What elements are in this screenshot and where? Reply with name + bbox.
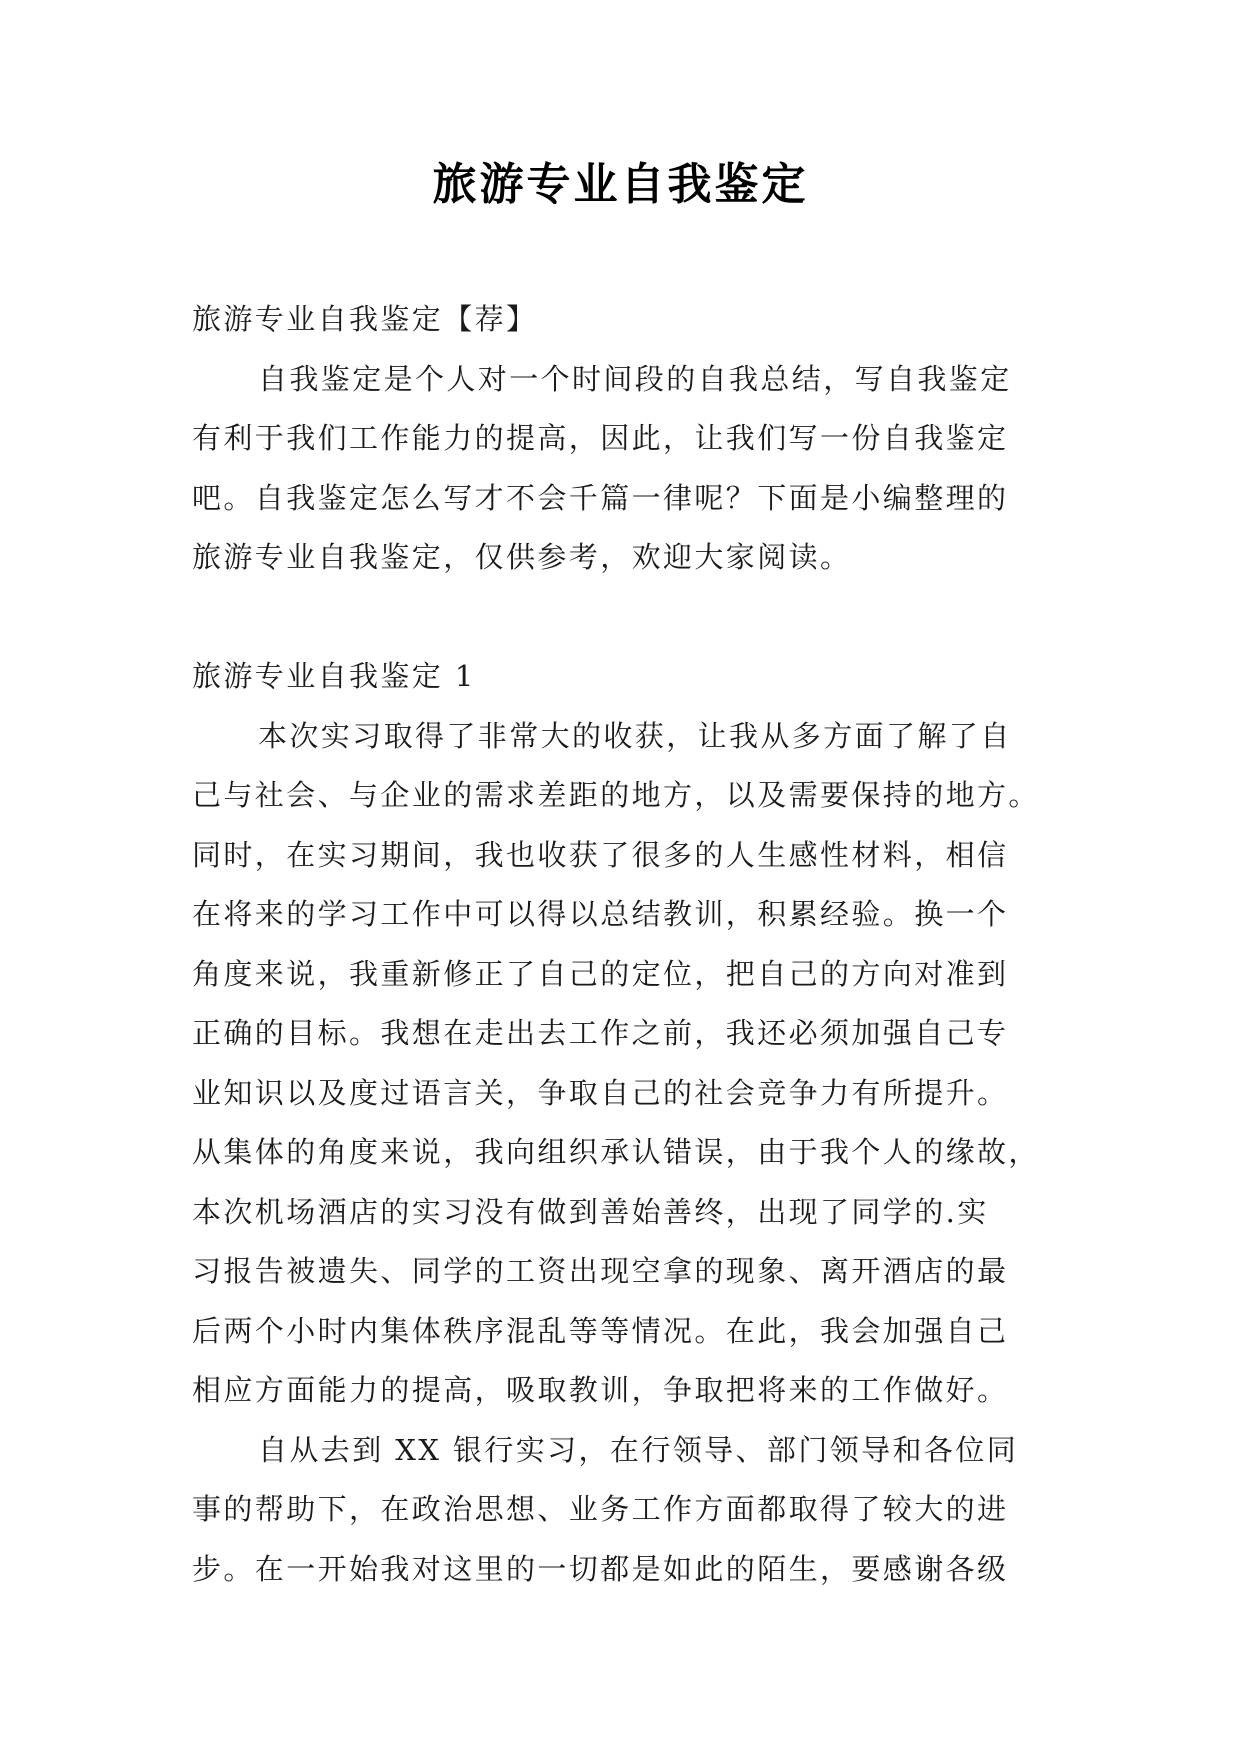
intro-line: 有利于我们工作能力的提高，因此，让我们写一份自我鉴定 [192,421,1009,455]
page-title: 旅游专业自我鉴定 [432,159,809,210]
document-subtitle: 旅游专业自我鉴定【荐】 [192,302,538,336]
paragraph-line: 步。在一开始我对这里的一切都是如此的陌生，要感谢各级 [192,1551,1009,1586]
paragraph-line: 己与社会、与企业的需求差距的地方，以及需要保持的地方。 [192,778,1040,812]
paragraph-line: 在将来的学习工作中可以得以总结教训，积累经验。换一个 [192,897,1009,931]
intro-line: 吧。自我鉴定怎么写才不会千篇一律呢？下面是小编整理的 [192,480,1009,515]
paragraph-line: 习报告被遗失、同学的工资出现空拿的现象、离开酒店的最 [192,1254,1009,1288]
paragraph-line: 后两个小时内集体秩序混乱等等情况。在此，我会加强自己 [192,1313,1009,1348]
paragraph-line: 相应方面能力的提高，吸取教训，争取把将来的工作做好。 [192,1373,1009,1407]
document-body [192,290,1052,1599]
paragraph-line: 本次实习取得了非常大的收获，让我从多方面了解了自 [258,718,1012,753]
paragraph-line: 从集体的角度来说，我向组织承认错误，由于我个人的缘故， [192,1135,1040,1169]
paragraph-line: 同时，在实习期间，我也收获了很多的人生感性材料，相信 [192,837,1009,872]
paragraph-line: 正确的目标。我想在走出去工作之前，我还必须加强自己专 [192,1016,1009,1050]
intro-line: 旅游专业自我鉴定，仅供参考，欢迎大家阅读。 [192,540,852,574]
paragraph-line: 事的帮助下，在政治思想、业务工作方面都取得了较大的进 [192,1492,1009,1526]
intro-line: 自我鉴定是个人对一个时间段的自我总结，写自我鉴定 [258,361,1012,396]
paragraph-line: 本次机场酒店的实习没有做到善始善终，出现了同学的.实 [192,1194,989,1229]
paragraph-line: 角度来说，我重新修正了自己的定位，把自己的方向对准到 [192,956,1009,991]
paragraph-line: 自从去到 XX 银行实习，在行领导、部门领导和各位同 [258,1432,1019,1467]
paragraph-line: 业知识以及度过语言关，争取自己的社会竞争力有所提升。 [192,1075,1009,1110]
paragraph-spacer [192,588,1052,648]
section-heading: 旅游专业自我鉴定 1 [192,659,476,693]
